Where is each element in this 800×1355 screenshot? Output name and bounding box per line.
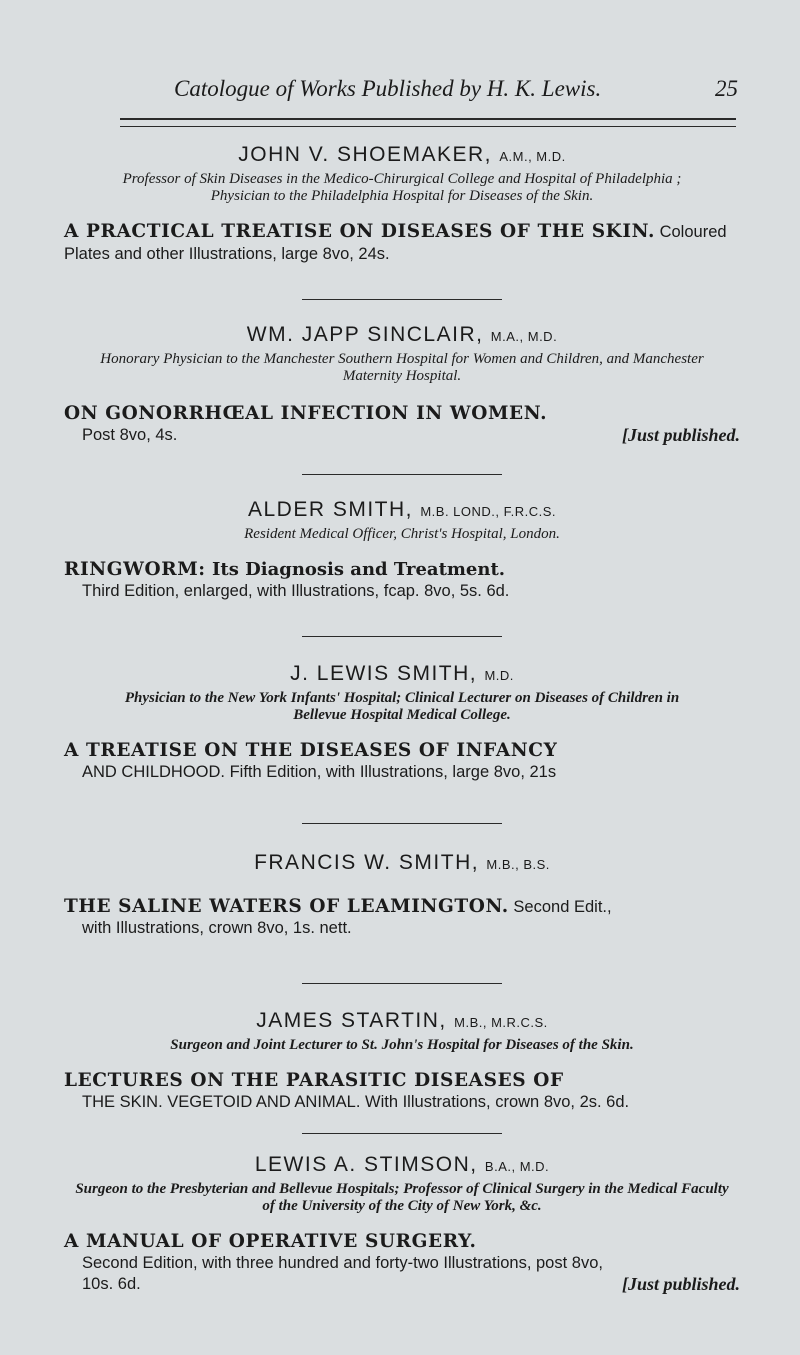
book-title-text: A MANUAL OF OPERATIVE SURGERY. [64,1231,477,1252]
book-title [64,1070,740,1092]
book-detail [64,425,740,446]
author-text: LEWIS A. STIMSON, [254,1153,478,1176]
separator-rule [302,1133,502,1134]
book-detail: Third Edition, enlarged, with Illustrations, fcap. 8vo, 5s. 6d. [82,582,510,600]
author-role: Resident Medical Officer, Christ's Hospital, London. [244,526,560,542]
book-title [64,403,740,425]
book-title-rest: Second Edit., [508,898,612,916]
author-text: J. LEWIS SMITH, [290,662,478,685]
author-role: Physician to the New York Infants' Hospital; Clinical Lecturer on Diseases of Children in Bellevue Hospital Medical College. [124,690,680,723]
running-header [174,76,738,102]
entry-startin [64,1008,740,1113]
book-title-text: THE SALINE WATERS OF LEAMINGTON. [64,896,509,917]
author-text: ALDER SMITH, [247,498,413,521]
entry-sinclair [64,322,740,446]
book-title-text: RINGWORM: [64,559,206,580]
publication-note: [Just published. [621,1274,740,1294]
author-name [64,497,740,525]
author-name [64,1152,740,1180]
author-text: JOHN V. SHOEMAKER, [238,143,493,166]
separator-rule [302,636,502,637]
book-detail: AND CHILDHOOD. Fifth Edition, with Illustrations, large 8vo, 21s [82,763,557,781]
author-text: JAMES STARTIN, [256,1009,447,1032]
author-name [64,661,740,689]
book-detail: THE SKIN. VEGETOID AND ANIMAL. With Illustrations, crown 8vo, 2s. 6d. [82,1093,630,1111]
author-role: Honorary Physician to the Manchester Southern Hospital for Women and Children, and Manchester Maternity Hospital. [100,351,704,384]
entries [64,142,740,1295]
book-title [64,221,740,265]
header-title: Catologue of Works Published by H. K. Lewis. [174,76,602,101]
author-degrees: B.A., M.D. [484,1159,550,1174]
book-title-text: A TREATISE ON THE DISEASES OF INFANCY [64,740,558,761]
header-rule [120,118,736,127]
entry-shoemaker [64,142,740,265]
book-title-rest: Its Diagnosis and Treatment. [205,559,506,580]
author-degrees: M.A., M.D. [490,329,558,344]
author-degrees: A.M., M.D. [499,149,566,164]
author-name [64,850,740,878]
book-title [64,559,740,581]
entry-francis-smith [64,850,740,939]
author-role: Surgeon and Joint Lecturer to St. John's Hospital for Diseases of the Skin. [170,1037,634,1053]
book-title [64,1231,740,1253]
entry-stimson [64,1152,740,1295]
author-name [64,142,740,170]
book-title-text: ON GONORRHŒAL INFECTION IN WOMEN. [64,403,548,424]
separator-rule [302,983,502,984]
entry-alder-smith [64,497,740,602]
author-role: Surgeon to the Presbyterian and Bellevue Hospitals; Professor of Clinical Surgery in the Medical Faculty of the University of the City of New York, &c. [75,1181,729,1214]
page-number: 25 [715,76,738,101]
book-detail-text: Post 8vo, 4s. [82,426,178,444]
author-degrees: M.D. [484,668,514,683]
author-role: Professor of Skin Diseases in the Medico-Chirurgical College and Hospital of Philadelphia ; Physician to the Philadelphia Hospital for Diseases of the Skin. [122,171,682,204]
book-title [64,896,740,918]
author-text: FRANCIS W. SMITH, [254,851,480,874]
book-detail: with Illustrations, crown 8vo, 1s. nett. [82,919,352,937]
entry-lewis-smith [64,661,740,783]
author-name [64,1008,740,1036]
separator-rule [302,299,502,300]
book-title-text: A PRACTICAL TREATISE ON DISEASES OF THE SKIN. [64,221,655,242]
book-title-rest: Coloured Plates and other Illustrations, large 8vo, 24s. [64,223,727,263]
book-title-text: LECTURES ON THE PARASITIC DISEASES OF [64,1070,564,1091]
book-title [64,740,740,762]
separator-rule [302,474,502,475]
author-degrees: M.B., B.S. [486,857,550,872]
book-detail [64,1253,740,1295]
separator-rule [302,823,502,824]
author-degrees: M.B. LOND., F.R.C.S. [420,504,557,519]
author-name [64,322,740,350]
author-text: WM. JAPP SINCLAIR, [246,323,484,346]
book-detail-text: Second Edition, with three hundred and forty-two Illustrations, post 8vo, 10s. 6d. [82,1254,603,1293]
author-degrees: M.B., M.R.C.S. [454,1015,548,1030]
publication-note: [Just published. [621,425,740,445]
